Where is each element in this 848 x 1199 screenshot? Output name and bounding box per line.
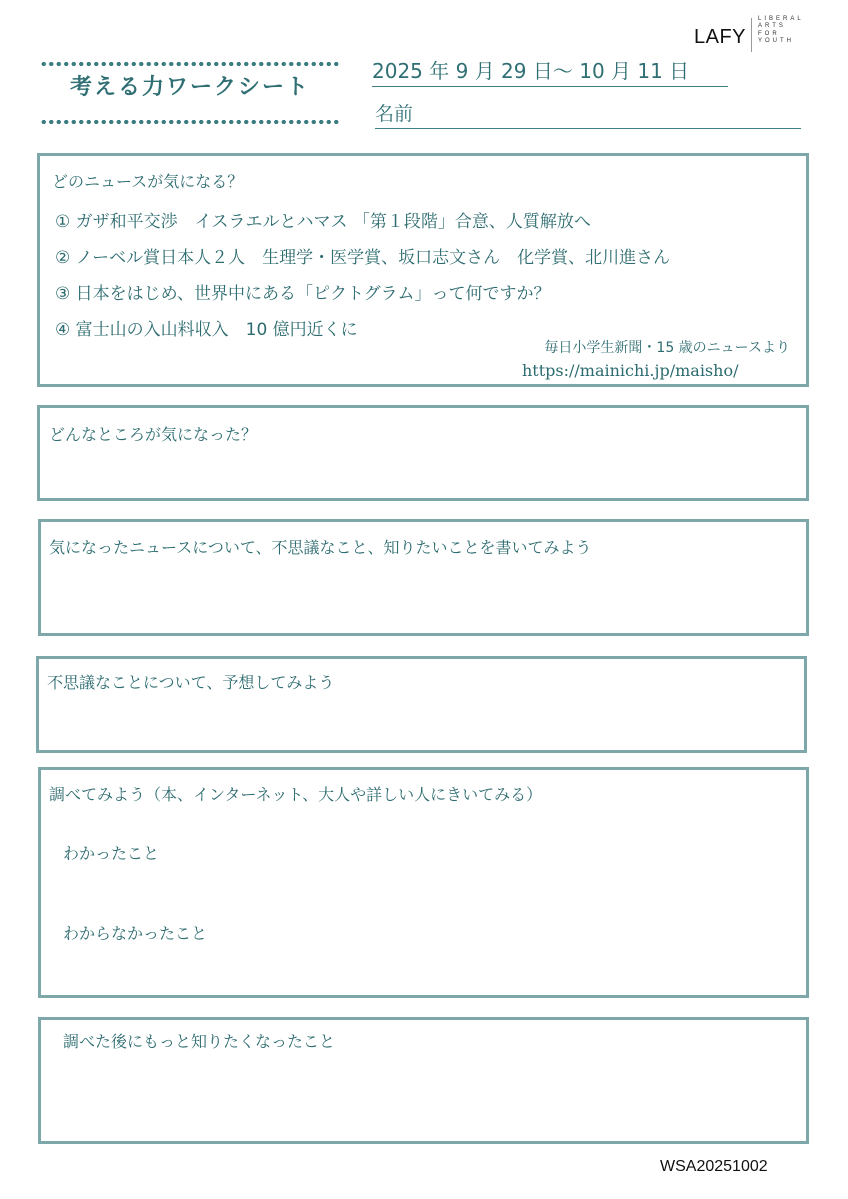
news-box [37,153,809,387]
news-item-4: ④ 富士山の入山料収入 10 億円近くに [55,320,358,340]
wonder-box[interactable] [38,519,809,636]
logo-sub-line-3: FOR [758,30,780,37]
name-field[interactable] [375,99,801,129]
lafy-logo: LAFY [694,26,747,48]
logo-sub-line-4: YOUTH [758,38,794,45]
name-label: 名前 [375,103,414,125]
date-range: 2025 年 9 月 29 日～ 10 月 11 日 [372,55,728,87]
worksheet-code: WSA20251002 [660,1158,768,1175]
title-dots-top [40,61,340,67]
title-dots-bottom [40,119,340,125]
understood-label: わかったこと [63,844,160,863]
logo-sub-line-2: ARTS [758,23,786,30]
not-understood-label: わからなかったこと [63,924,208,943]
news-item-3: ③ 日本をはじめ、世界中にある「ピクトグラム」って何ですか？ [55,284,551,304]
curious-box[interactable] [37,405,809,501]
news-url[interactable]: https://mainichi.jp/maisho/ [522,361,739,380]
news-item-1: ① ガザ和平交渉 イスラエルとハマス 「第１段階」合意、人質解放へ [55,212,591,232]
logo-subtitle [758,16,804,46]
news-item-2: ② ノーベル賞日本人２人 生理学・医学賞、坂口志文さん 化学賞、北川進さん [55,248,671,268]
more-box[interactable] [38,1017,809,1144]
predict-prompt: 不思議なことについて、予想してみよう [47,673,335,692]
news-question: どのニュースが気になる？ [52,172,244,191]
wonder-prompt: 気になったニュースについて、不思議なこと、知りたいことを書いてみよう [49,538,592,557]
research-prompt: 調べてみよう（本、インターネット、大人や詳しい人にきいてみる） [49,785,543,804]
predict-box[interactable] [36,656,807,753]
curious-prompt: どんなところが気になった？ [49,425,258,444]
more-prompt: 調べた後にもっと知りたくなったこと [63,1032,336,1051]
logo-divider [751,18,752,52]
news-source: 毎日小学生新聞・15 歳のニュースより [544,340,790,356]
logo-sub-line-1: LIBERAL [758,16,804,22]
worksheet-title: 考える力ワークシート [69,75,310,100]
research-box[interactable] [38,767,809,998]
